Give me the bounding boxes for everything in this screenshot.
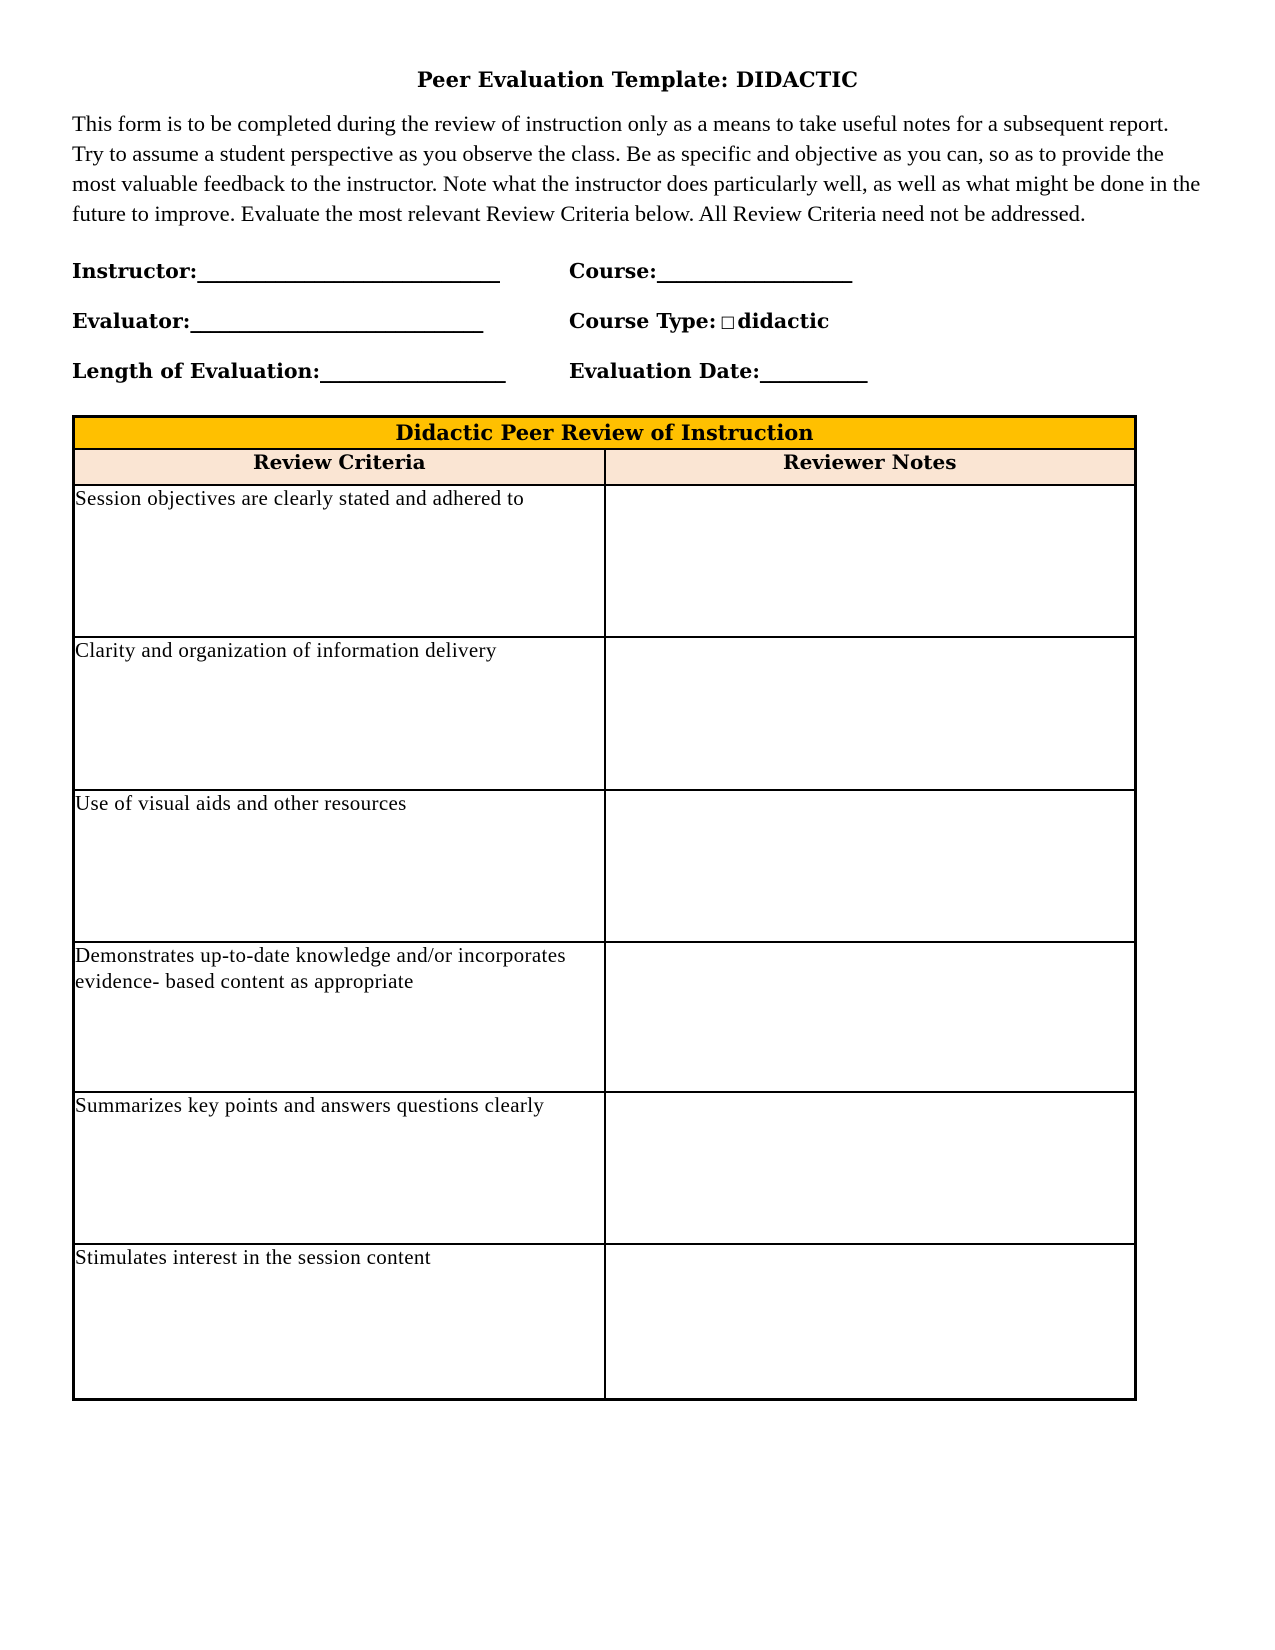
form-fields (0, 259, 1275, 383)
table-row (74, 1092, 1136, 1244)
page-title: Peer Evaluation Template: DIDACTIC (416, 67, 859, 92)
evaluation-date-field[interactable] (569, 359, 1203, 383)
reviewer-notes-cell[interactable] (605, 1244, 1136, 1399)
criteria-cell: Use of visual aids and other resources (74, 790, 605, 942)
criteria-cell: Clarity and organization of information delivery (74, 637, 605, 790)
criteria-cell: Session objectives are clearly stated and adhered to (74, 485, 605, 637)
evaluator-blank-line[interactable]: ______________________________ (190, 309, 483, 334)
evaluation-date-blank-line[interactable]: ___________ (759, 359, 868, 384)
reviewer-notes-cell[interactable] (605, 790, 1136, 942)
peer-review-table (72, 415, 1137, 1401)
criteria-cell: Stimulates interest in the session content (74, 1244, 605, 1399)
reviewer-notes-cell[interactable] (605, 637, 1136, 790)
reviewer-notes-cell[interactable] (605, 1092, 1136, 1244)
instructor-field[interactable] (72, 259, 569, 283)
evaluation-date-label: Evaluation Date: (569, 359, 760, 384)
intro-paragraph: This form is to be completed during the review of instruction only as a means to take useful notes for a subsequent report. Try to assume a student perspective as you observe the class. Be as specific and objective as you can, so as to provide the most valuable feedback to the instructor. Note what the instructor does particularly well, as well as what might be done in the future to improve. Evaluate the most relevant Review Criteria below. All Review Criteria need not be addressed. (72, 111, 1201, 227)
course-field[interactable] (569, 259, 1203, 283)
course-label: Course: (569, 259, 657, 284)
instructor-label: Instructor: (72, 259, 198, 284)
column-header-reviewer-notes: Reviewer Notes (605, 449, 1136, 485)
evaluator-label: Evaluator: (72, 309, 191, 334)
criteria-cell: Demonstrates up-to-date knowledge and/or incorporates evidence- based content as appropriate (74, 942, 605, 1092)
table-row (74, 942, 1136, 1092)
field-row-evaluator-coursetype (72, 309, 1203, 333)
table-row (74, 790, 1136, 942)
length-of-evaluation-label: Length of Evaluation: (72, 359, 321, 384)
course-type-label: Course Type: (569, 309, 717, 334)
field-row-instructor-course (72, 259, 1203, 283)
course-type-field[interactable] (569, 309, 1203, 333)
table-banner-title: Didactic Peer Review of Instruction (74, 417, 1136, 450)
reviewer-notes-cell[interactable] (605, 942, 1136, 1092)
course-type-option-didactic: didactic (737, 309, 830, 334)
table-banner-row (74, 417, 1136, 450)
reviewer-notes-cell[interactable] (605, 485, 1136, 637)
table-row (74, 1244, 1136, 1399)
criteria-cell: Summarizes key points and answers questions clearly (74, 1092, 605, 1244)
evaluator-field[interactable] (72, 309, 569, 333)
course-blank-line[interactable]: ____________________ (656, 259, 852, 284)
length-of-evaluation-blank-line[interactable]: ___________________ (320, 359, 506, 384)
table-row (74, 637, 1136, 790)
table-row (74, 485, 1136, 637)
table-header-row (74, 449, 1136, 485)
instructor-blank-line[interactable]: _______________________________ (197, 259, 500, 284)
field-row-length-date (72, 359, 1203, 383)
length-of-evaluation-field[interactable] (72, 359, 569, 383)
column-header-review-criteria: Review Criteria (74, 449, 605, 485)
checkbox-icon[interactable]: □ (720, 312, 736, 332)
